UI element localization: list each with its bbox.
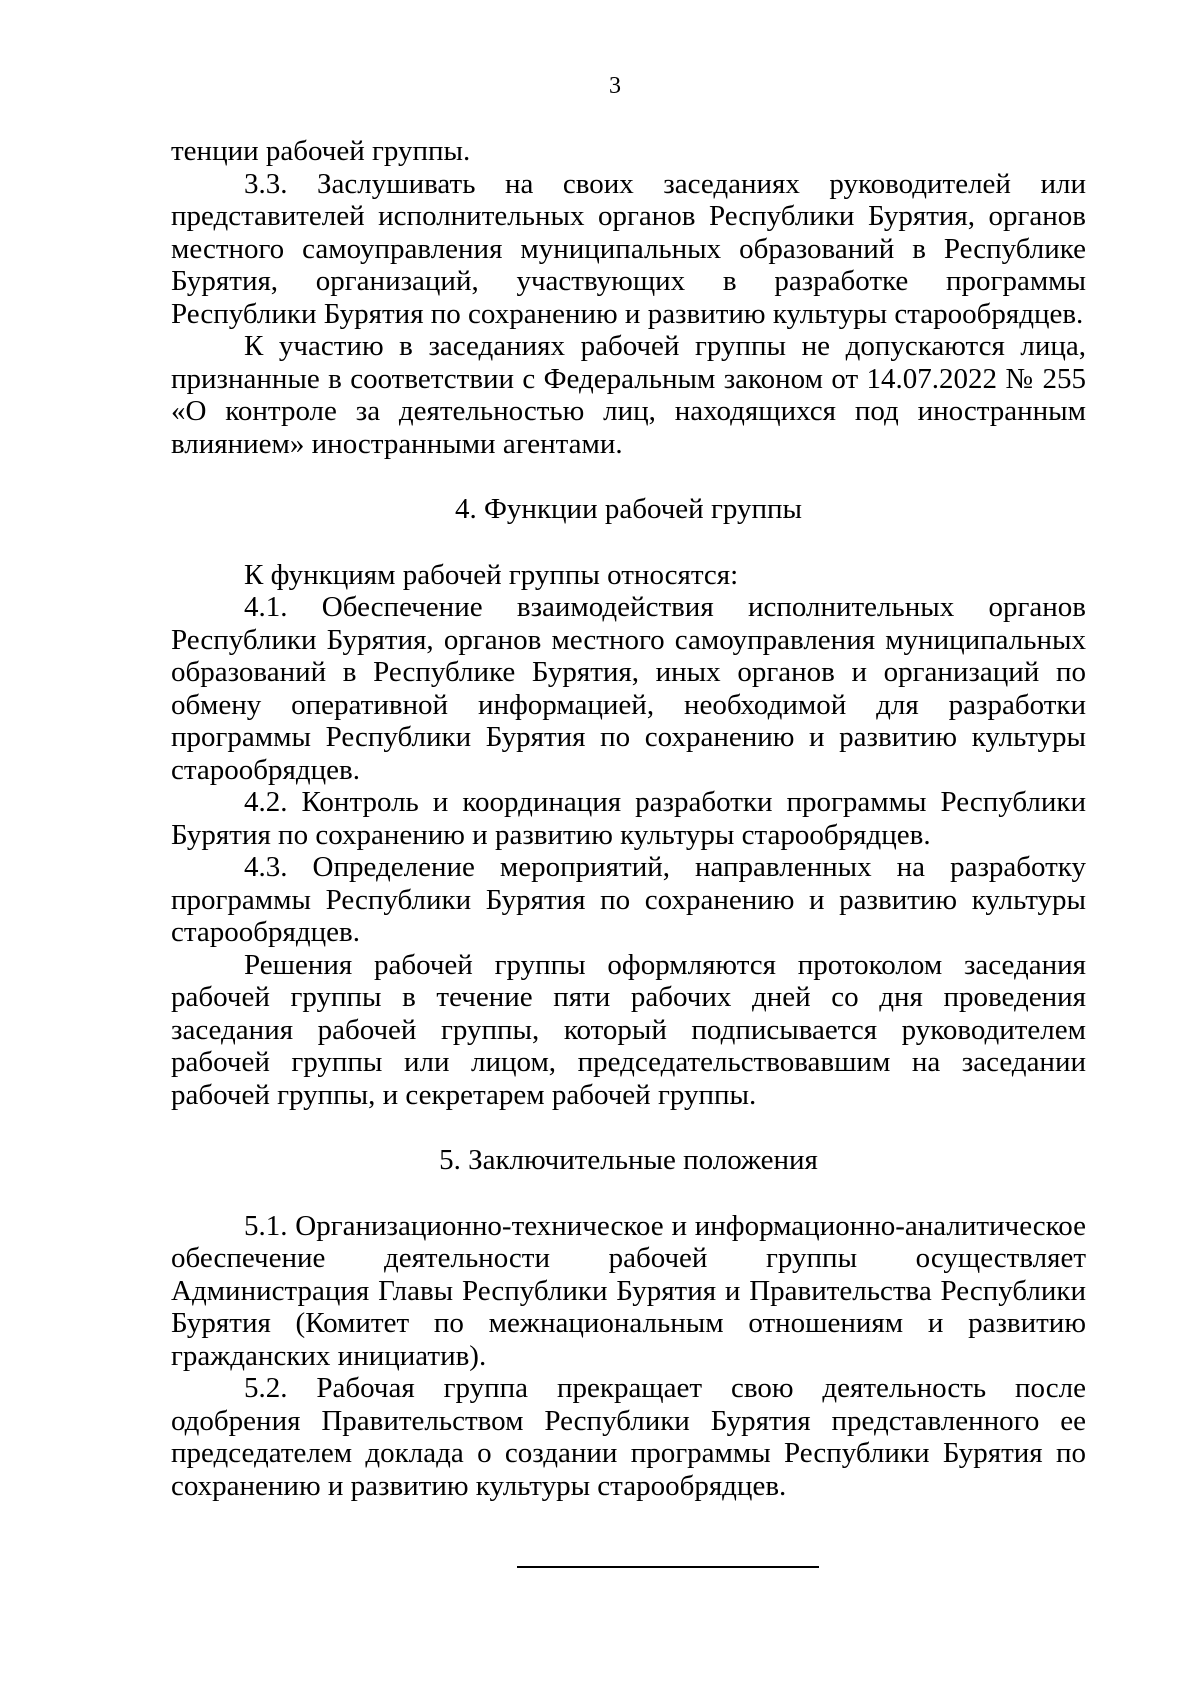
paragraph-functions-intro: К функциям рабочей группы относятся: [244, 558, 739, 591]
paragraph-4-1: 4.1. Обеспечение взаимодействия исполнительных органов Республики Бурятия, органов местного самоуправления муниципальных образований в Республике Бурятия, иных органов и организаций по обмену оперативной информацией, необходимой для разработки программы Республики Бурятия по сохранению и развитию культуры старообрядцев. [171, 591, 1086, 786]
paragraph-5-2: 5.2. Рабочая группа прекращает свою деятельность после одобрения Правительством Республики Бурятия представленного ее председателем доклада о создании программы Республики Бурятия по сохранению и развитию культуры старообрядцев. [171, 1372, 1086, 1502]
page-number: 3 [609, 73, 621, 99]
document-body [171, 135, 1086, 1502]
section-heading-4: 4. Функции рабочей группы [455, 493, 802, 525]
paragraph-4-2: 4.2. Контроль и координация разработки программы Республики Бурятия по сохранению и развитию культуры старообрядцев. [171, 786, 1086, 851]
paragraph-decisions: Решения рабочей группы оформляются протоколом заседания рабочей группы в течение пяти рабочих дней со дня проведения заседания рабочей группы, который подписывается руководителем рабочей группы или лицом, председательствовавшим на заседании рабочей группы, и секретарем рабочей группы. [171, 948, 1086, 1111]
paragraph-3-2-continuation: тенции рабочей группы. [171, 135, 471, 167]
paragraph-foreign-agents: К участию в заседаниях рабочей группы не допускаются лица, признанные в соответствии с Федеральным законом от 14.07.2022 № 255 «О контроле за деятельностью лиц, находящихся под иностранным влиянием» иностранными агентами. [171, 330, 1086, 460]
paragraph-5-1: 5.1. Организационно-техническое и информационно-аналитическое обеспечение деятельности рабочей группы осуществляет Администрация Главы Республики Бурятия и Правительства Республики Бурятия (Комитет по межнациональным отношениям и развитию гражданских инициатив). [171, 1209, 1086, 1372]
paragraph-4-3: 4.3. Определение мероприятий, направленных на разработку программы Республики Бурятия по сохранению и развитию культуры старообрядцев. [171, 851, 1086, 948]
paragraph-3-3: 3.3. Заслушивать на своих заседаниях руководителей или представителей исполнительных органов Республики Бурятия, органов местного самоуправления муниципальных образований в Республике Бурятия, организаций, участвующих в разработке программы Республики Бурятия по сохранению и развитию культуры старообрядцев. [171, 167, 1086, 330]
end-of-document-rule [517, 1566, 819, 1568]
section-heading-5: 5. Заключительные положения [439, 1144, 818, 1176]
